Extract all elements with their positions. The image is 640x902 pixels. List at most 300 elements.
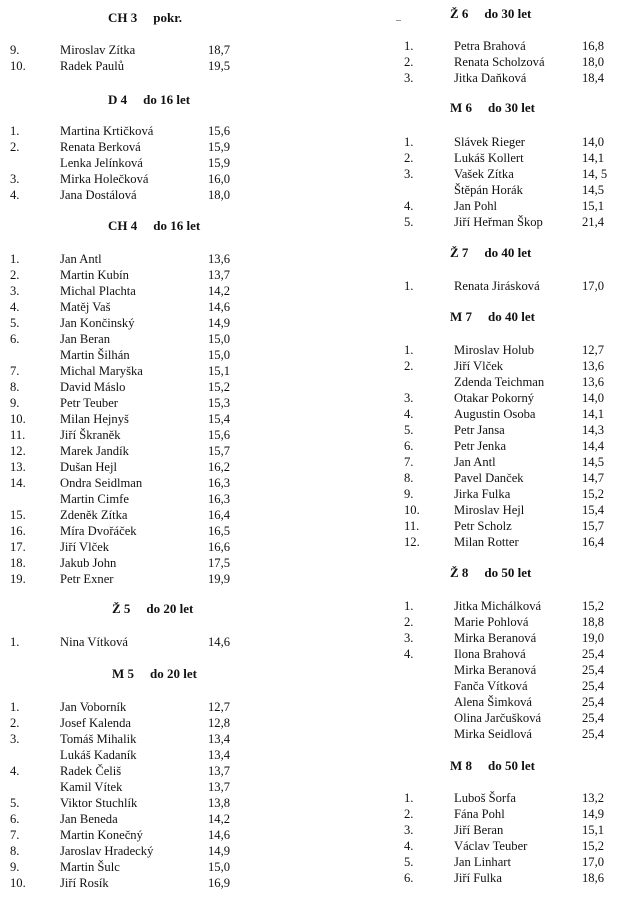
result-time: 16,2 (208, 460, 231, 474)
competitor-name: Jan Pohl (454, 199, 498, 213)
result-rank: 6. (10, 332, 20, 346)
category-code: CH 4 (108, 218, 138, 233)
competitor-name: Renata Jirásková (454, 279, 540, 293)
result-rank: 6. (404, 439, 414, 453)
result-time: 15,0 (208, 860, 231, 874)
result-time: 19,0 (582, 631, 605, 645)
category-age: do 16 let (153, 218, 201, 233)
result-time: 13,4 (208, 732, 231, 746)
result-rank: 1. (10, 700, 20, 714)
result-row (10, 347, 310, 363)
scan-mark (396, 20, 401, 21)
result-row (10, 715, 310, 731)
category-code: M 5 (112, 666, 135, 681)
competitor-name: Miroslav Holub (454, 343, 535, 357)
result-row (404, 358, 640, 374)
competitor-name: Augustin Osoba (454, 407, 536, 421)
result-time: 14,2 (208, 812, 231, 826)
competitor-name: Ondra Seidlman (60, 476, 143, 490)
result-rank: 12. (404, 535, 420, 549)
result-row (404, 486, 640, 502)
result-time: 18,7 (208, 43, 231, 57)
result-row (10, 171, 310, 187)
result-rank: 14. (10, 476, 26, 490)
category-age: do 30 let (484, 6, 532, 21)
category-code: M 6 (450, 100, 473, 115)
result-row (404, 182, 640, 198)
result-rank: 1. (404, 279, 414, 293)
competitor-name: Jiří Vlček (60, 540, 110, 554)
competitor-name: Milan Rotter (454, 535, 519, 549)
result-time: 14,7 (582, 471, 605, 485)
competitor-name: Radek Paulů (60, 59, 125, 73)
result-rank: 3. (404, 71, 414, 85)
result-row (404, 470, 640, 486)
result-time: 14,9 (582, 807, 605, 821)
result-time: 15,0 (208, 332, 231, 346)
result-rank: 8. (404, 471, 414, 485)
result-rank: 5. (10, 316, 20, 330)
result-row (404, 854, 640, 870)
result-time: 16,4 (208, 508, 231, 522)
result-time: 14,6 (208, 635, 231, 649)
competitor-name: Michal Plachta (60, 284, 136, 298)
result-row (10, 443, 310, 459)
result-time: 14,9 (208, 844, 231, 858)
result-row (10, 475, 310, 491)
result-row (404, 454, 640, 470)
result-row (404, 534, 640, 550)
result-row (404, 54, 640, 70)
result-row (10, 875, 310, 891)
competitor-name: Fanča Vítková (454, 679, 528, 693)
section-heading (450, 245, 531, 261)
result-rank: 8. (10, 844, 20, 858)
result-row (404, 694, 640, 710)
result-time: 17,0 (582, 855, 605, 869)
result-rank: 10. (10, 59, 26, 73)
result-time: 15,3 (208, 396, 231, 410)
competitor-name: Míra Dvořáček (60, 524, 137, 538)
result-rank: 2. (10, 140, 20, 154)
result-time: 15,4 (208, 412, 231, 426)
result-row (10, 555, 310, 571)
result-time: 15,1 (582, 199, 605, 213)
result-row (10, 747, 310, 763)
result-time: 14,5 (582, 183, 605, 197)
result-row (10, 523, 310, 539)
competitor-name: Martin Kubín (60, 268, 129, 282)
section-heading (112, 666, 197, 682)
result-row (404, 214, 640, 230)
result-row (404, 790, 640, 806)
result-row (10, 315, 310, 331)
result-time: 13,7 (208, 780, 231, 794)
competitor-name: Mirka Beranová (454, 663, 537, 677)
category-code: M 8 (450, 758, 473, 773)
result-row (10, 827, 310, 843)
competitor-name: David Máslo (60, 380, 126, 394)
competitor-name: Jiří Heřman Škop (454, 215, 543, 229)
competitor-name: Jan Beran (60, 332, 111, 346)
competitor-name: Jiří Rosík (60, 876, 109, 890)
result-row (10, 251, 310, 267)
result-time: 14,4 (582, 439, 605, 453)
competitor-name: Petr Jansa (454, 423, 505, 437)
competitor-name: Pavel Danček (454, 471, 524, 485)
result-rank: 3. (404, 823, 414, 837)
result-row (10, 411, 310, 427)
competitor-name: Radek Čeliš (60, 764, 122, 778)
result-rank: 3. (404, 391, 414, 405)
result-rank: 9. (10, 396, 20, 410)
result-row (404, 662, 640, 678)
competitor-name: Olina Jarčušková (454, 711, 542, 725)
result-row (10, 459, 310, 475)
competitor-name: Petr Jenka (454, 439, 507, 453)
result-row (404, 342, 640, 358)
result-row (10, 363, 310, 379)
result-row (404, 870, 640, 886)
result-rank: 15. (10, 508, 26, 522)
result-time: 25,4 (582, 727, 605, 741)
result-time: 25,4 (582, 663, 605, 677)
result-time: 13,6 (582, 359, 605, 373)
result-time: 14,5 (582, 455, 605, 469)
result-time: 17,5 (208, 556, 231, 570)
result-time: 18,6 (582, 871, 605, 885)
result-row (10, 859, 310, 875)
result-time: 19,9 (208, 572, 231, 586)
result-row (10, 491, 310, 507)
section-heading (108, 92, 190, 108)
category-code: Ž 8 (450, 565, 469, 580)
result-rank: 4. (10, 764, 20, 778)
category-age: do 16 let (143, 92, 191, 107)
result-time: 15,2 (582, 599, 605, 613)
competitor-name: Mirka Seidlová (454, 727, 532, 741)
competitor-name: Jiří Škraněk (60, 428, 121, 442)
result-rank: 4. (404, 199, 414, 213)
result-row (10, 427, 310, 443)
competitor-name: Jiří Vlček (454, 359, 504, 373)
result-time: 18,4 (582, 71, 605, 85)
result-row (404, 278, 640, 294)
competitor-name: Dušan Hejl (60, 460, 118, 474)
result-row (10, 634, 310, 650)
result-time: 18,8 (582, 615, 605, 629)
result-rank: 16. (10, 524, 26, 538)
result-row (10, 539, 310, 555)
result-row (404, 598, 640, 614)
result-time: 15,6 (208, 124, 231, 138)
competitor-name: Tomáš Mihalik (60, 732, 137, 746)
result-rank: 5. (10, 796, 20, 810)
result-time: 16,8 (582, 39, 605, 53)
competitor-name: Jan Linhart (454, 855, 512, 869)
result-time: 13,7 (208, 268, 231, 282)
result-rank: 7. (404, 455, 414, 469)
result-row (404, 614, 640, 630)
result-row (10, 779, 310, 795)
competitor-name: Slávek Rieger (454, 135, 525, 149)
competitor-name: Václav Teuber (454, 839, 528, 853)
competitor-name: Ilona Brahová (454, 647, 526, 661)
result-time: 15,4 (582, 503, 605, 517)
result-row (404, 70, 640, 86)
result-row (404, 838, 640, 854)
result-row (10, 395, 310, 411)
result-time: 13,6 (208, 252, 231, 266)
result-time: 15,2 (208, 380, 231, 394)
result-time: 15,6 (208, 428, 231, 442)
competitor-name: Jiří Fulka (454, 871, 502, 885)
competitor-name: Fána Pohl (454, 807, 505, 821)
result-rank: 2. (404, 615, 414, 629)
result-rank: 1. (404, 135, 414, 149)
competitor-name: Michal Maryška (60, 364, 143, 378)
result-row (404, 198, 640, 214)
competitor-name: Petr Teuber (60, 396, 118, 410)
result-rank: 7. (10, 364, 20, 378)
result-row (404, 150, 640, 166)
result-time: 14, 5 (582, 167, 608, 181)
competitor-name: Zdenda Teichman (454, 375, 545, 389)
result-rank: 9. (10, 43, 20, 57)
result-rank: 3. (10, 732, 20, 746)
result-rank: 19. (10, 572, 26, 586)
result-rank: 18. (10, 556, 26, 570)
result-time: 16,3 (208, 492, 231, 506)
result-time: 14,3 (582, 423, 605, 437)
competitor-name: Matěj Vaš (60, 300, 111, 314)
result-row (10, 843, 310, 859)
result-rank: 2. (404, 151, 414, 165)
result-rank: 10. (404, 503, 420, 517)
result-rank: 11. (10, 428, 26, 442)
result-rank: 6. (404, 871, 414, 885)
competitor-name: Lenka Jelínková (60, 156, 143, 170)
result-row (10, 795, 310, 811)
result-row (404, 166, 640, 182)
competitor-name: Nina Vítková (60, 635, 128, 649)
result-time: 13,7 (208, 764, 231, 778)
category-age: do 20 let (146, 601, 194, 616)
competitor-name: Lukáš Kollert (454, 151, 524, 165)
result-rank: 17. (10, 540, 26, 554)
result-row (10, 811, 310, 827)
result-time: 14,6 (208, 300, 231, 314)
competitor-name: Jitka Michálková (454, 599, 542, 613)
result-time: 14,1 (582, 151, 605, 165)
competitor-name: Lukáš Kadaník (60, 748, 137, 762)
result-rank: 1. (404, 39, 414, 53)
result-time: 13,2 (582, 791, 605, 805)
result-time: 14,9 (208, 316, 231, 330)
competitor-name: Jana Dostálová (60, 188, 137, 202)
competitor-name: Martin Šulc (60, 860, 120, 874)
result-row (10, 379, 310, 395)
competitor-name: Jiří Beran (454, 823, 504, 837)
competitor-name: Martin Konečný (60, 828, 143, 842)
result-time: 12,7 (582, 343, 605, 357)
result-time: 14,2 (208, 284, 231, 298)
result-rank: 2. (404, 55, 414, 69)
competitor-name: Jan Beneda (60, 812, 118, 826)
category-age: do 40 let (488, 309, 535, 324)
result-rank: 3. (404, 631, 414, 645)
competitor-name: Kamil Vítek (60, 780, 123, 794)
result-time: 12,8 (208, 716, 231, 730)
competitor-name: Jan Končinský (60, 316, 135, 330)
result-time: 16,6 (208, 540, 231, 554)
result-row (404, 422, 640, 438)
result-time: 15,2 (582, 839, 605, 853)
result-time: 14,0 (582, 391, 605, 405)
result-time: 25,4 (582, 647, 605, 661)
competitor-name: Petra Brahová (454, 39, 526, 53)
result-rank: 3. (404, 167, 414, 181)
result-row (404, 822, 640, 838)
category-age: do 20 let (150, 666, 197, 681)
competitor-name: Jan Voborník (60, 700, 127, 714)
result-row (10, 123, 310, 139)
result-rank: 1. (10, 124, 20, 138)
result-row (10, 331, 310, 347)
result-rank: 3. (10, 172, 20, 186)
section-heading (450, 758, 535, 774)
result-rank: 12. (10, 444, 26, 458)
result-row (10, 42, 310, 58)
competitor-name: Renata Scholzová (454, 55, 545, 69)
section-heading (450, 565, 531, 581)
competitor-name: Marie Pohlová (454, 615, 529, 629)
competitor-name: Miroslav Hejl (454, 503, 525, 517)
competitor-name: Jitka Daňková (454, 71, 527, 85)
result-time: 13,8 (208, 796, 231, 810)
result-row (404, 406, 640, 422)
result-rank: 1. (10, 635, 20, 649)
competitor-name: Jakub John (60, 556, 117, 570)
competitor-name: Zdeněk Zítka (60, 508, 128, 522)
result-time: 15,2 (582, 487, 605, 501)
result-row (10, 139, 310, 155)
result-time: 16,9 (208, 876, 231, 890)
category-code: Ž 6 (450, 6, 469, 21)
category-code: D 4 (108, 92, 128, 107)
result-time: 14,0 (582, 135, 605, 149)
category-code: M 7 (450, 309, 473, 324)
result-time: 15,9 (208, 140, 231, 154)
result-row (10, 283, 310, 299)
result-rank: 10. (10, 412, 26, 426)
result-time: 14,1 (582, 407, 605, 421)
result-time: 15,1 (582, 823, 605, 837)
competitor-name: Vašek Zítka (454, 167, 514, 181)
result-row (404, 726, 640, 742)
result-row (404, 646, 640, 662)
competitor-name: Martin Šilhán (60, 348, 130, 362)
result-time: 15,7 (582, 519, 605, 533)
result-rank: 8. (10, 380, 20, 394)
result-time: 15,0 (208, 348, 231, 362)
category-age: do 30 let (488, 100, 535, 115)
result-time: 13,6 (582, 375, 605, 389)
result-rank: 7. (10, 828, 20, 842)
competitor-name: Jirka Fulka (454, 487, 511, 501)
result-row (404, 438, 640, 454)
category-code: CH 3 (108, 10, 138, 25)
result-row (404, 134, 640, 150)
result-time: 14,6 (208, 828, 231, 842)
result-row (10, 763, 310, 779)
section-heading (450, 6, 531, 22)
result-row (10, 58, 310, 74)
result-row (404, 678, 640, 694)
competitor-name: Petr Scholz (454, 519, 512, 533)
result-time: 15,7 (208, 444, 231, 458)
result-rank: 4. (404, 647, 414, 661)
category-age: do 40 let (484, 245, 532, 260)
result-rank: 4. (404, 839, 414, 853)
result-time: 19,5 (208, 59, 231, 73)
result-row (10, 299, 310, 315)
section-heading (450, 100, 535, 116)
result-time: 25,4 (582, 695, 605, 709)
competitor-name: Josef Kalenda (60, 716, 131, 730)
result-row (10, 187, 310, 203)
result-row (404, 630, 640, 646)
competitor-name: Jan Antl (60, 252, 102, 266)
result-time: 16,0 (208, 172, 231, 186)
result-row (404, 518, 640, 534)
competitor-name: Štěpán Horák (454, 183, 523, 197)
result-rank: 1. (10, 252, 20, 266)
result-time: 16,5 (208, 524, 231, 538)
category-age: pokr. (153, 10, 183, 25)
result-row (10, 699, 310, 715)
competitor-name: Mirka Beranová (454, 631, 537, 645)
competitor-name: Luboš Šorfa (454, 791, 516, 805)
result-rank: 6. (10, 812, 20, 826)
category-age: do 50 let (484, 565, 532, 580)
result-row (404, 374, 640, 390)
result-row (10, 267, 310, 283)
result-rank: 4. (10, 300, 20, 314)
competitor-name: Petr Exner (60, 572, 114, 586)
result-rank: 4. (404, 407, 414, 421)
competitor-name: Marek Jandík (60, 444, 129, 458)
result-row (10, 571, 310, 587)
competitor-name: Otakar Pokorný (454, 391, 535, 405)
result-rank: 2. (10, 268, 20, 282)
result-rank: 4. (10, 188, 20, 202)
result-row (10, 155, 310, 171)
result-rank: 1. (404, 599, 414, 613)
result-rank: 11. (404, 519, 420, 533)
section-heading (112, 601, 193, 617)
result-row (404, 502, 640, 518)
section-heading (108, 218, 200, 234)
result-rank: 10. (10, 876, 26, 890)
category-code: Ž 5 (112, 601, 131, 616)
result-time: 13,4 (208, 748, 231, 762)
result-rank: 2. (404, 359, 414, 373)
result-time: 12,7 (208, 700, 231, 714)
result-time: 18,0 (582, 55, 605, 69)
result-time: 25,4 (582, 679, 605, 693)
result-rank: 3. (10, 284, 20, 298)
